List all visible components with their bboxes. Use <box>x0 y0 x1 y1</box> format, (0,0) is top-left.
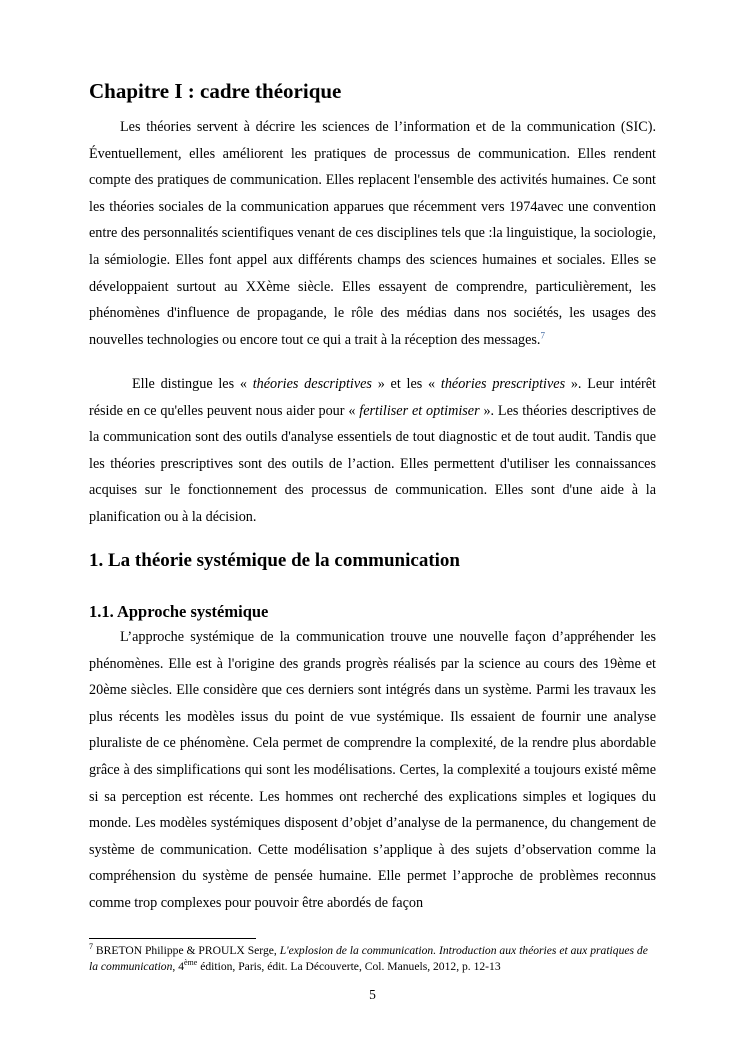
text-segment: » et les « <box>371 376 441 392</box>
footnote-edition-suffix: ème <box>184 958 198 968</box>
text-segment: ». Leur intérêt réside en ce qu'elles peuvent nous aider pour « <box>89 376 656 419</box>
term-fertilize-optimize: fertiliser et optimiser <box>359 402 480 419</box>
term-prescriptive-theories: théories prescriptives <box>440 376 566 392</box>
footnote-number: 7 <box>89 942 93 952</box>
chapter-title: Chapitre I : cadre théorique <box>89 79 342 103</box>
footnote <box>89 943 656 975</box>
paragraph-intro <box>89 114 656 353</box>
footnote-publication: édition, Paris, édit. La Découverte, Col. Manuels, 2012, p. 12-13 <box>197 960 501 973</box>
term-descriptive-theories: théories descriptives <box>252 376 372 392</box>
subsection-title: 1.1. Approche systémique <box>89 602 269 621</box>
text-segment: ». Les théories descriptives de la communication sont des outils d'analyse essentiels de tout diagnostic et de tout audit. Tandis que les théories prescriptives sont des outils de l’action. Elles permettent d'utiliser les connaissances acquises sur le fonctionnement des processus de communication. Elles sont d'une aide à la planification ou à la décision. <box>89 402 656 525</box>
footnote-reference[interactable]: 7 <box>540 330 545 341</box>
page-number: 5 <box>369 987 376 1002</box>
footnote-divider <box>89 938 256 939</box>
paragraph-theories <box>89 371 656 531</box>
footnote-authors: BRETON Philippe & PROULX Serge, <box>93 944 280 957</box>
paragraph-intro-text: Les théories servent à décrire les sciences de l’information et de la communication (SIC). Éventuellement, elles améliorent les pratiques de processus de communication. Elles rendent compte des pratiques de communication. Elles replacent l'ensemble des activités humaines. Ce sont les théories sociales de la communication apparues que récemment vers 1974avec une convention entre des personnalités scientifiques venant de ces disciplines tels que :la linguistique, la sociologie, la sémiologie. Elles font appel aux différents champs des sciences humaines et sociales. Elles se développaient surtout au XXème siècle. Elles essayent de comprendre, particulièrement, les phénomènes d'influence de propagande, le rôle des médias dans nos sociétés, les usages des nouvelles technologies ou encore tout ce qui a trait à la réception des messages. <box>89 119 656 348</box>
paragraph-systemic-approach: L’approche systémique de la communication trouve une nouvelle façon d’appréhender les phénomènes. Elle est à l'origine des grands progrès réalisés par la science au cours des 19ème et 20ème siècles. Elle considère que ces derniers sont intégrés dans un système. Parmi les travaux les plus récents les modèles issus du point de vue systémique. Ils essaient de fournir une analyse pluraliste de ce phénomène. Cela permet de comprendre la complexité, de la rendre plus abordable grâce à des simplifications qui sont les modélisations. Certes, la complexité a toujours existé même si sa perception est récente. Les hommes ont recherché des explications simples et logiques du monde. Les modèles systémiques disposent d’objet d’analyse de la permanence, du changement de système de communication. Cette modélisation s’applique à des sujets d’observation comme la compréhension du système de pensée humaine. Elle permet l’approche de problèmes reconnus comme trop complexes pour pouvoir être abordés de façon <box>89 629 656 911</box>
text-segment: Elle distingue les « <box>132 376 253 392</box>
footnote-title: L'explosion de la communication. Introduction aux théories et aux pratiques de la communication <box>89 944 648 973</box>
footnote-edition: , 4 <box>172 960 184 973</box>
section-title: 1. La théorie systémique de la communication <box>89 550 461 571</box>
